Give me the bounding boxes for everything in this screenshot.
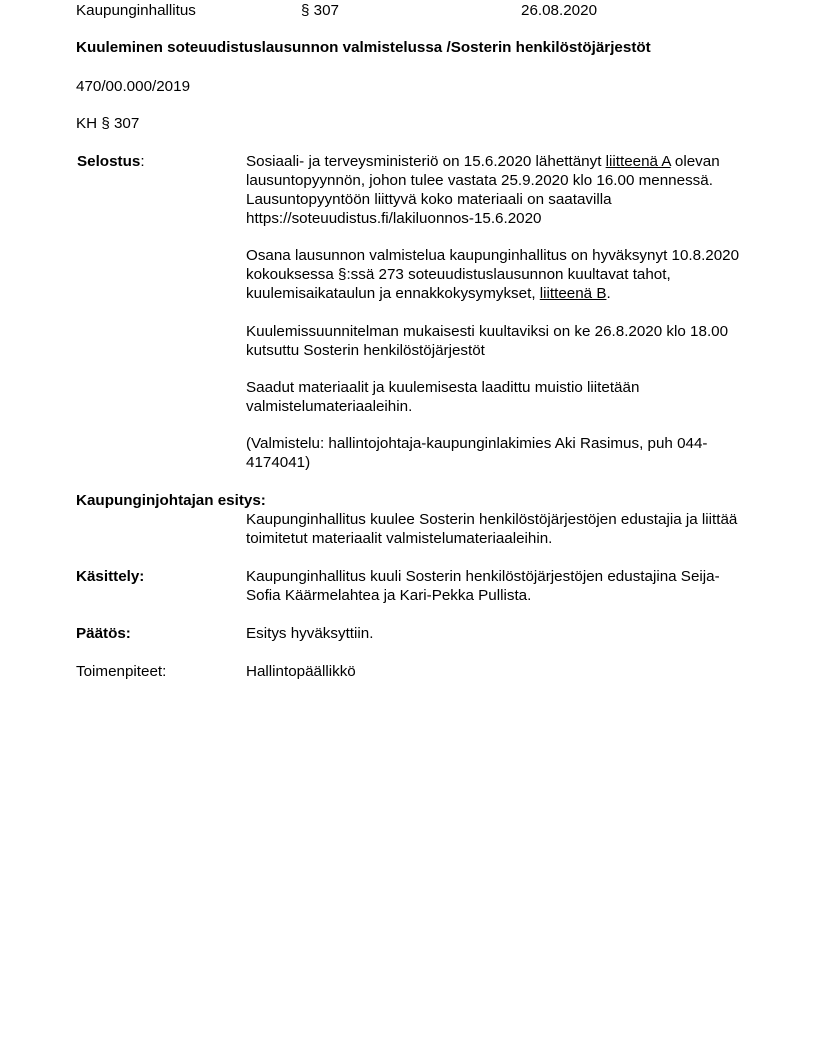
selostus-heading <box>77 152 145 171</box>
toimenpiteet-text: Hallintopäällikkö <box>246 663 356 680</box>
selostus-label: Selostus <box>77 153 141 170</box>
reference-number: 470/00.000/2019 <box>76 78 191 95</box>
header-section-number: § 307 <box>301 2 340 19</box>
attachment-b-link[interactable]: liitteenä B <box>539 285 607 302</box>
selostus-p1-text-a: Sosiaali- ja terveysministeriö on 15.6.2020 lähettänyt <box>246 153 606 170</box>
paatos-text: Esitys hyväksyttiin. <box>246 625 374 642</box>
header-body-name: Kaupunginhallitus <box>76 2 196 19</box>
selostus-paragraph-3: Kuulemissuunnitelman mukaisesti kuultaviksi on ke 26.8.2020 klo 18.00 kutsuttu Sosterin henkilöstöjärjestöt <box>246 323 729 359</box>
toimenpiteet-label: Toimenpiteet: <box>76 663 167 680</box>
header-date: 26.08.2020 <box>521 2 598 19</box>
kasittely-text: Kaupunginhallitus kuuli Sosterin henkilöstöjärjestöjen edustajina Seija-Sofia Käärmelahtea ja Kari-Pekka Pullista. <box>246 568 720 604</box>
selostus-paragraph-5: (Valmistelu: hallintojohtaja-kaupunginlakimies Aki Rasimus, puh 044-4174041) <box>246 435 708 471</box>
document-title: Kuuleminen soteuudistuslausunnon valmistelussa /Sosterin henkilöstöjärjestöt <box>76 39 651 56</box>
paatos-label: Päätös: <box>76 625 131 642</box>
selostus-paragraph-4: Saadut materiaalit ja kuulemisesta laadittu muistio liitetään valmistelumateriaaleihin. <box>246 379 640 415</box>
selostus-paragraph-1 <box>246 152 746 228</box>
selostus-p1-text-b: olevan lausuntopyynnön, johon tulee vastata 25.9.2020 klo 16.00 mennessä. Lausuntopyyntöön liittyvä koko materiaali on saatavilla https://soteuudistus.fi/lakiluonnos-15.6.2020 <box>246 153 720 227</box>
esitys-text: Kaupunginhallitus kuulee Sosterin henkilöstöjärjestöjen edustajia ja liittää toimitetut materiaalit valmistelumateriaaleihin. <box>246 511 738 547</box>
esitys-label: Kaupunginjohtajan esitys: <box>76 492 266 509</box>
kasittely-label: Käsittely: <box>76 568 145 585</box>
attachment-a-link[interactable]: liitteenä A <box>605 153 671 170</box>
selostus-colon: : <box>140 153 145 170</box>
selostus-p2-text-b: . <box>606 285 611 302</box>
selostus-p2-text-a: Osana lausunnon valmistelua kaupunginhallitus on hyväksynyt 10.8.2020 kokouksessa §:ssä 273 soteuudistuslausunnon kuultavat tahot, kuulemisaikataulun ja ennakkokysymykset, <box>246 247 740 302</box>
selostus-paragraph-2 <box>246 246 746 303</box>
kh-section-reference: KH § 307 <box>76 115 140 132</box>
